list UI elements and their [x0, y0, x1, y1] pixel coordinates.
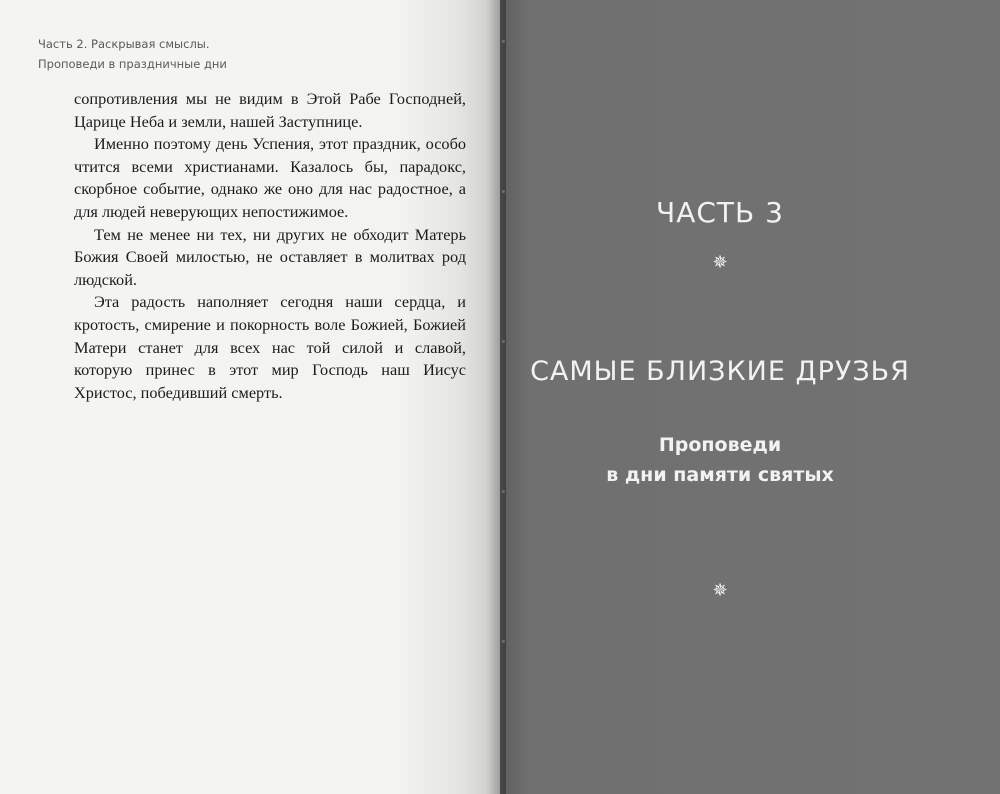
- body-text: [74, 88, 466, 404]
- running-head-line-1: Часть 2. Раскрывая смыслы.: [38, 37, 210, 51]
- book-gutter: [486, 0, 506, 794]
- paragraph-4: Эта радость наполняет сегодня наши сердца, и кротость, смирение и покорность воле Божией, Божией Матери станет для всех нас той силой и славой, которую принес в этот мир Господь наш Иисус Христос, победивший смерть.: [74, 292, 466, 402]
- paragraph-2: Именно поэтому день Успения, этот праздник, особо чтится всеми христианами. Казалось бы, парадокс, скорбное событие, однако же оно для нас радостное, а для людей неверующих непостижимое.: [74, 134, 466, 221]
- right-page: [500, 0, 1000, 794]
- part-label: ЧАСТЬ 3: [656, 196, 784, 229]
- section-title: САМЫЕ БЛИЗКИЕ ДРУЗЬЯ: [530, 356, 910, 387]
- subtitle-line-1: Проповеди: [658, 434, 782, 456]
- subtitle-line-2: в дни памяти святых: [606, 464, 834, 486]
- star-ornament-icon: ✵: [712, 580, 728, 601]
- running-head: [38, 34, 227, 74]
- star-ornament-icon: ✵: [712, 252, 728, 273]
- paragraph-1: сопротивления мы не видим в Этой Рабе Господней, Царице Неба и земли, нашей Заступнице.: [74, 89, 466, 131]
- running-head-line-2: Проповеди в праздничные дни: [38, 57, 227, 71]
- paragraph-3: Тем не менее ни тех, ни других не обходит Матерь Божия Своей милостью, не оставляет в молитвах род людской.: [74, 224, 466, 289]
- section-subtitle: [500, 430, 940, 490]
